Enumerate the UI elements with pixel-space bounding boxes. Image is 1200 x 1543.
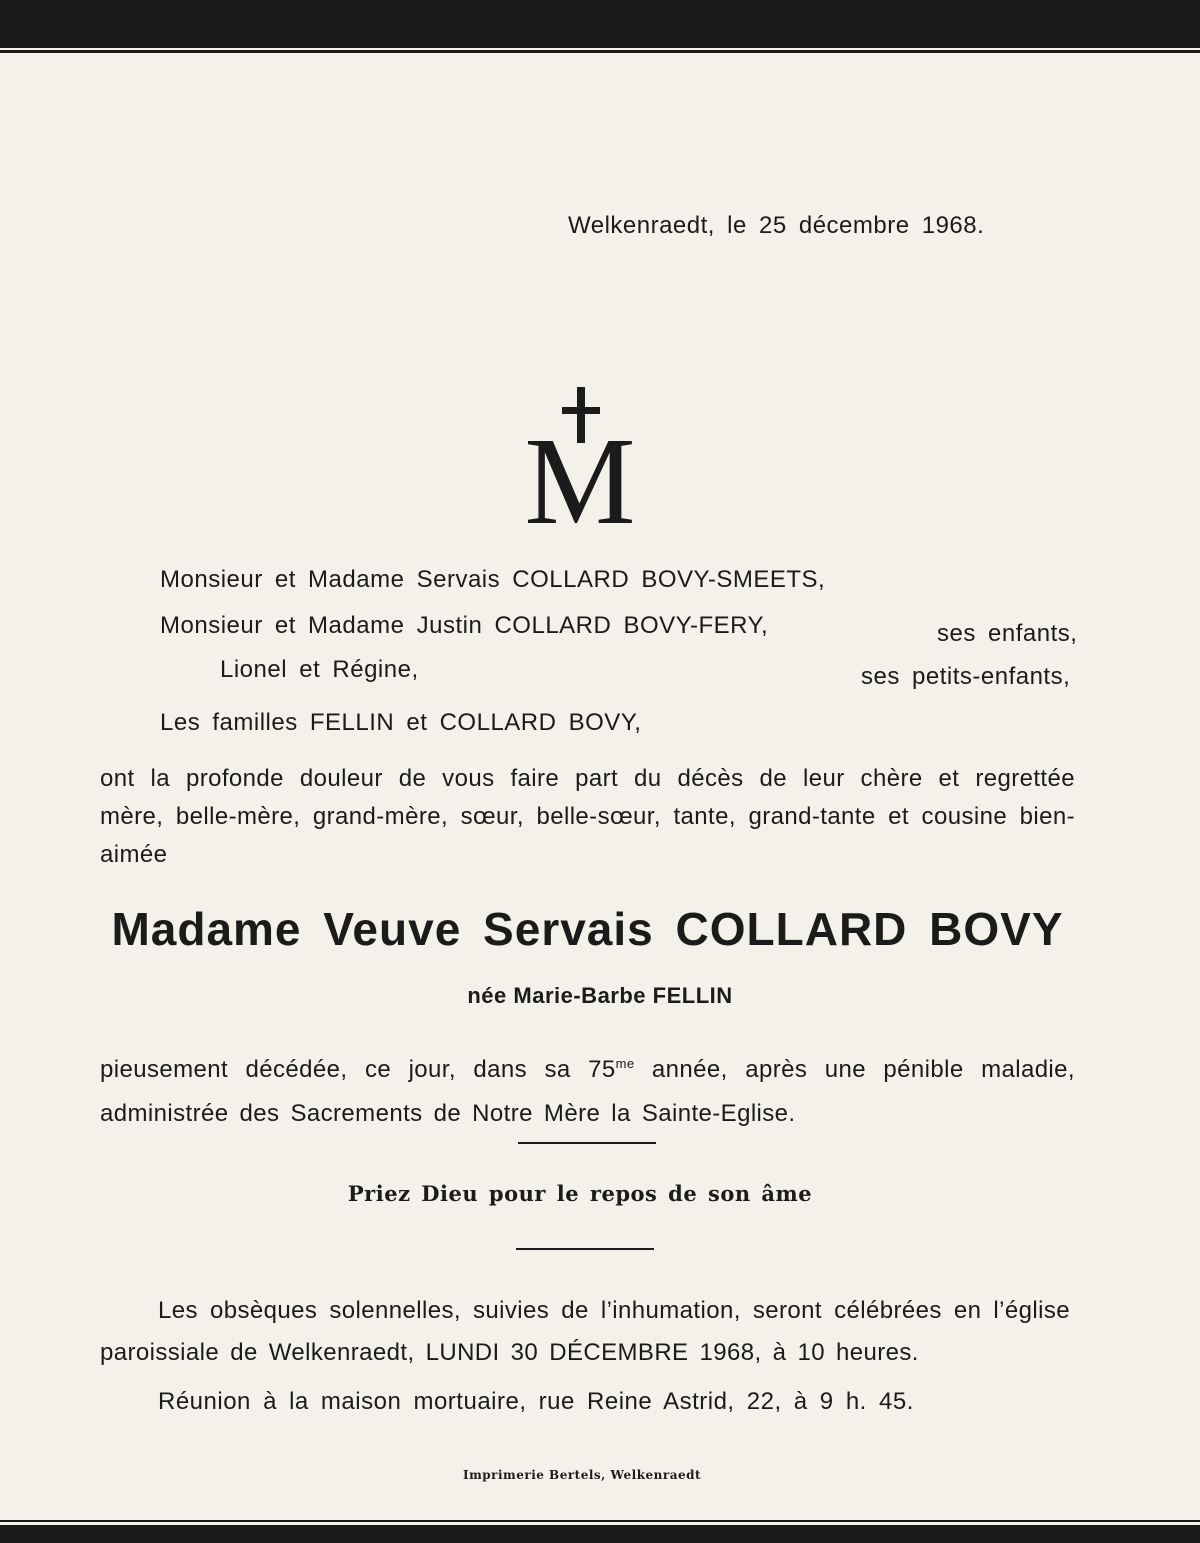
announcement-paragraph: ont la profonde douleur de vous faire part du décès de leur chère et regrettée mère, belle-mère, grand-mère, sœur, belle-sœur, tante, grand-tante et cousine bien-aimée bbox=[100, 765, 1075, 868]
mourning-border-top-thin bbox=[0, 50, 1200, 53]
prayer-line: Priez Dieu pour le repos de son âme bbox=[347, 1181, 813, 1206]
deceased-name: Madame Veuve Servais COLLARD BOVY bbox=[111, 903, 1064, 955]
funeral-paragraph: Les obsèques solennelles, suivies de l’inhumation, seront célébrées en l’église paroissiale de Welkenraedt, LUNDI 30 DÉCEMBRE 1968, à 10 heures. bbox=[100, 1297, 1070, 1366]
death-text-after: année, après une pénible maladie, administrée des Sacrements de Notre Mère la Sainte-Eglise. bbox=[100, 1056, 1075, 1127]
death-text-before: pieusement décédée, ce jour, dans sa 75 bbox=[100, 1056, 616, 1083]
family-line-4: Les familles FELLIN et COLLARD BOVY, bbox=[160, 709, 642, 736]
printer-credit: Imprimerie Bertels, Welkenraedt bbox=[462, 1468, 702, 1482]
family-line-1: Monsieur et Madame Servais COLLARD BOVY-SMEETS, bbox=[160, 566, 826, 593]
cross-monogram-icon bbox=[510, 385, 650, 530]
ordinal-suffix: me bbox=[615, 1056, 635, 1071]
family-line-2: Monsieur et Madame Justin COLLARD BOVY-FERY, bbox=[160, 612, 769, 639]
divider-line bbox=[516, 1248, 654, 1250]
mourning-border-bottom bbox=[0, 1525, 1200, 1543]
mourning-border-top bbox=[0, 0, 1200, 48]
family-line-3: Lionel et Régine, bbox=[220, 656, 419, 683]
family-role-children: ses enfants, bbox=[937, 620, 1078, 647]
mourning-border-bottom-thin bbox=[0, 1520, 1200, 1522]
family-role-grandchildren: ses petits-enfants, bbox=[861, 663, 1071, 690]
date-line: Welkenraedt, le 25 décembre 1968. bbox=[568, 212, 985, 239]
monogram-letter: M bbox=[524, 413, 636, 530]
divider-line bbox=[518, 1142, 656, 1144]
reunion-line: Réunion à la maison mortuaire, rue Reine Astrid, 22, à 9 h. 45. bbox=[158, 1388, 914, 1415]
maiden-name: née Marie-Barbe FELLIN bbox=[467, 983, 733, 1008]
death-paragraph bbox=[100, 1042, 1075, 1136]
